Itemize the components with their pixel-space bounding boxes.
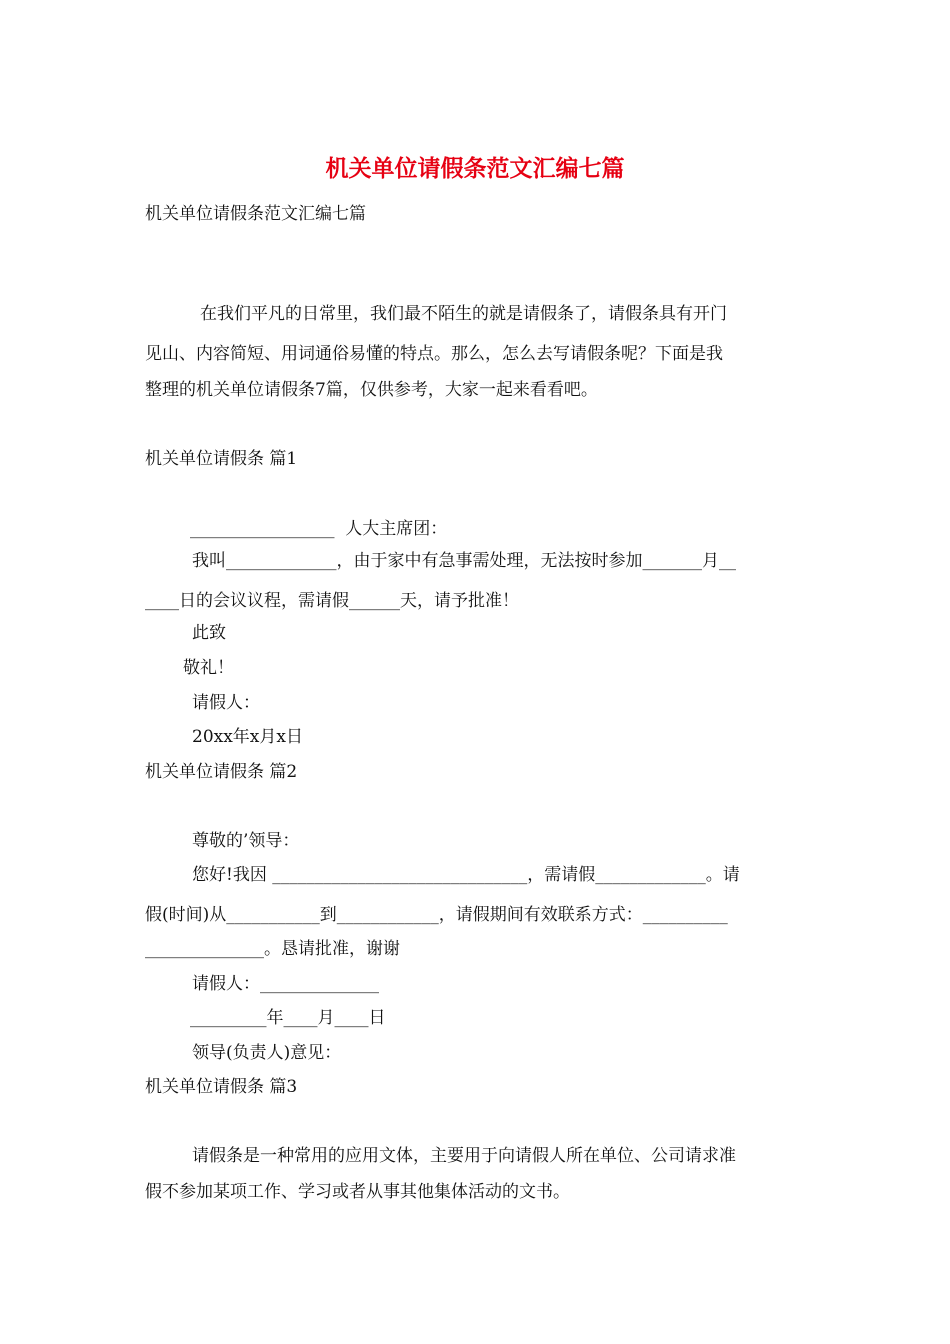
intro-line-3: 整理的机关单位请假条7篇，仅供参考，大家一起来看看吧。 bbox=[145, 380, 598, 400]
section2-opinion: 领导(负责人)意见： bbox=[192, 1043, 342, 1063]
section1-addressee: _________________ 人大主席团： bbox=[190, 519, 448, 539]
intro-line-1: 在我们平凡的日常里，我们最不陌生的就是请假条了，请假条具有开门 bbox=[200, 304, 727, 324]
section2-greeting: 尊敬的’领导： bbox=[192, 831, 300, 851]
section1-closing-2: 敬礼！ bbox=[183, 658, 234, 678]
section3-body-line-2: 假不参加某项工作、学习或者从事其他集体活动的文书。 bbox=[145, 1182, 570, 1202]
section2-body-line-1: 您好!我因 ______________________________，需请假_____________。请 bbox=[192, 865, 740, 885]
section1-body-line-2: ____日的会议议程，需请假______天，请予批准！ bbox=[145, 591, 519, 611]
section-heading-3: 机关单位请假条 篇3 bbox=[145, 1077, 298, 1097]
intro-line-2: 见山、内容简短、用词通俗易懂的特点。那么，怎么去写请假条呢？下面是我 bbox=[145, 344, 723, 364]
document-subtitle: 机关单位请假条范文汇编七篇 bbox=[145, 204, 366, 224]
section2-body-line-2: 假(时间)从___________到____________，请假期间有效联系方式：__________ bbox=[145, 905, 728, 925]
section2-date: _________年____月____日 bbox=[190, 1008, 386, 1028]
section1-body-line-1: 我叫_____________，由于家中有急事需处理，无法按时参加_______月__ bbox=[192, 551, 736, 571]
section1-signer: 请假人： bbox=[192, 693, 260, 713]
section1-date: 20xx年x月x日 bbox=[192, 727, 303, 747]
section-heading-1: 机关单位请假条 篇1 bbox=[145, 449, 298, 469]
section1-closing-1: 此致 bbox=[192, 623, 226, 643]
section-heading-2: 机关单位请假条 篇2 bbox=[145, 762, 298, 782]
document-title: 机关单位请假条范文汇编七篇 bbox=[325, 155, 625, 182]
section2-body-line-3: ______________。恳请批准，谢谢 bbox=[145, 939, 400, 959]
section3-body-line-1: 请假条是一种常用的应用文体，主要用于向请假人所在单位、公司请求准 bbox=[192, 1146, 736, 1166]
section2-signer: 请假人：______________ bbox=[192, 974, 379, 994]
